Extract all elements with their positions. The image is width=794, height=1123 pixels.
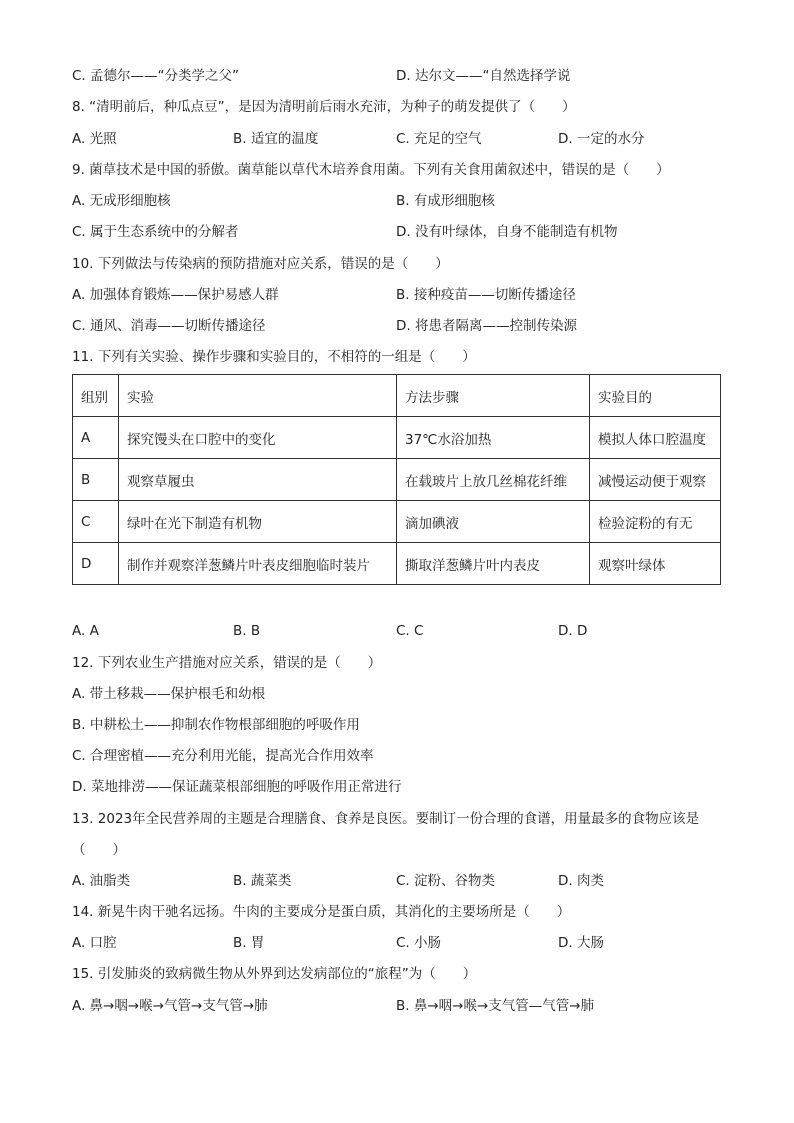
q15-option-b: B. 鼻→咽→喉→支气管—气管→肺: [396, 998, 595, 1014]
q7-option-c: C. 孟德尔——“分类学之父”: [72, 68, 239, 84]
q9-option-d: D. 没有叶绿体，自身不能制造有机物: [396, 224, 618, 240]
table-row: [73, 459, 721, 501]
q11-stem: 11. 下列有关实验、操作步骤和实验目的，不相符的一组是（ ）: [72, 349, 476, 365]
q14-stem: 14. 新晃牛肉干驰名远扬。牛肉的主要成分是蛋白质，其消化的主要场所是（ ）: [72, 904, 571, 920]
q10-option-d: D. 将患者隔离——控制传染源: [396, 318, 577, 334]
q13-stem-continued: （ ）: [72, 842, 126, 858]
table-cell: 检验淀粉的有无: [590, 501, 721, 543]
q12-stem: 12. 下列农业生产措施对应关系，错误的是（ ）: [72, 655, 382, 671]
q11-option-a: A. A: [72, 623, 99, 639]
q15-option-a: A. 鼻→咽→喉→气管→支气管→肺: [72, 998, 268, 1014]
q13-option-c: C. 淀粉、谷物类: [396, 873, 496, 889]
table-header-cell: 实验: [119, 375, 397, 417]
table-cell: D: [73, 543, 119, 585]
table-cell: 减慢运动便于观察: [590, 459, 721, 501]
q10-option-c: C. 通风、消毒——切断传播途径: [72, 318, 266, 334]
q9-option-b: B. 有成形细胞核: [396, 193, 495, 209]
q11-option-c: C. C: [396, 623, 424, 639]
q14-option-a: A. 口腔: [72, 935, 117, 951]
experiment-table: [72, 374, 721, 585]
table-header-cell: 组别: [73, 375, 119, 417]
q12-option-b: B. 中耕松土——抑制农作物根部细胞的呼吸作用: [72, 717, 360, 733]
table-cell: 在载玻片上放几丝棉花纤维: [397, 459, 590, 501]
q12-option-a: A. 带土移栽——保护根毛和幼根: [72, 686, 266, 702]
table-header-cell: 实验目的: [590, 375, 721, 417]
q10-option-b: B. 接种疫苗——切断传播途径: [396, 287, 576, 303]
table-row: [73, 543, 721, 585]
q8-stem: 8. “清明前后，种瓜点豆”，是因为清明前后雨水充沛，为种子的萌发提供了（ ）: [72, 99, 576, 115]
table-row: [73, 501, 721, 543]
table-row: [73, 417, 721, 459]
table-header-cell: 方法步骤: [397, 375, 590, 417]
table-cell: 撕取洋葱鳞片叶内表皮: [397, 543, 590, 585]
table-cell: 滴加碘液: [397, 501, 590, 543]
q9-option-a: A. 无成形细胞核: [72, 193, 171, 209]
q13-option-b: B. 蔬菜类: [233, 873, 292, 889]
q13-option-a: A. 油脂类: [72, 873, 131, 889]
table-cell: B: [73, 459, 119, 501]
table-cell: 观察叶绿体: [590, 543, 721, 585]
q13-option-d: D. 肉类: [558, 873, 604, 889]
q8-option-d: D. 一定的水分: [558, 131, 645, 147]
q11-option-d: D. D: [558, 623, 588, 639]
q14-option-c: C. 小肠: [396, 935, 442, 951]
q12-option-c: C. 合理密植——充分利用光能，提高光合作用效率: [72, 748, 374, 764]
q11-option-b: B. B: [233, 623, 261, 639]
q8-option-a: A. 光照: [72, 131, 117, 147]
table-cell: 37℃水浴加热: [397, 417, 590, 459]
table-cell: 模拟人体口腔温度: [590, 417, 721, 459]
table-cell: 探究馒头在口腔中的变化: [119, 417, 397, 459]
q15-stem: 15. 引发肺炎的致病微生物从外界到达发病部位的“旅程”为（ ）: [72, 966, 477, 982]
q10-stem: 10. 下列做法与传染病的预防措施对应关系，错误的是（ ）: [72, 256, 449, 272]
q10-option-a: A. 加强体育锻炼——保护易感人群: [72, 287, 279, 303]
table-cell: C: [73, 501, 119, 543]
q8-option-c: C. 充足的空气: [396, 131, 482, 147]
table-cell: A: [73, 417, 119, 459]
q12-option-d: D. 菜地排涝——保证蔬菜根部细胞的呼吸作用正常进行: [72, 779, 402, 795]
q14-option-d: D. 大肠: [558, 935, 604, 951]
table-cell: 绿叶在光下制造有机物: [119, 501, 397, 543]
table-cell: 观察草履虫: [119, 459, 397, 501]
q7-option-d: D. 达尔文——“自然选择学说: [396, 68, 571, 84]
q14-option-b: B. 胃: [233, 935, 265, 951]
table-cell: 制作并观察洋葱鳞片叶表皮细胞临时装片: [119, 543, 397, 585]
table-header-row: [73, 375, 721, 417]
q8-option-b: B. 适宜的温度: [233, 131, 319, 147]
q9-option-c: C. 属于生态系统中的分解者: [72, 224, 239, 240]
q9-stem: 9. 菌草技术是中国的骄傲。菌草能以草代木培养食用菌。下列有关食用菌叙述中，错误的是（ ）: [72, 162, 670, 178]
q13-stem: 13. 2023年全民营养周的主题是合理膳食、食养是良医。要制订一份合理的食谱，用量最多的食物应该是: [72, 811, 700, 827]
